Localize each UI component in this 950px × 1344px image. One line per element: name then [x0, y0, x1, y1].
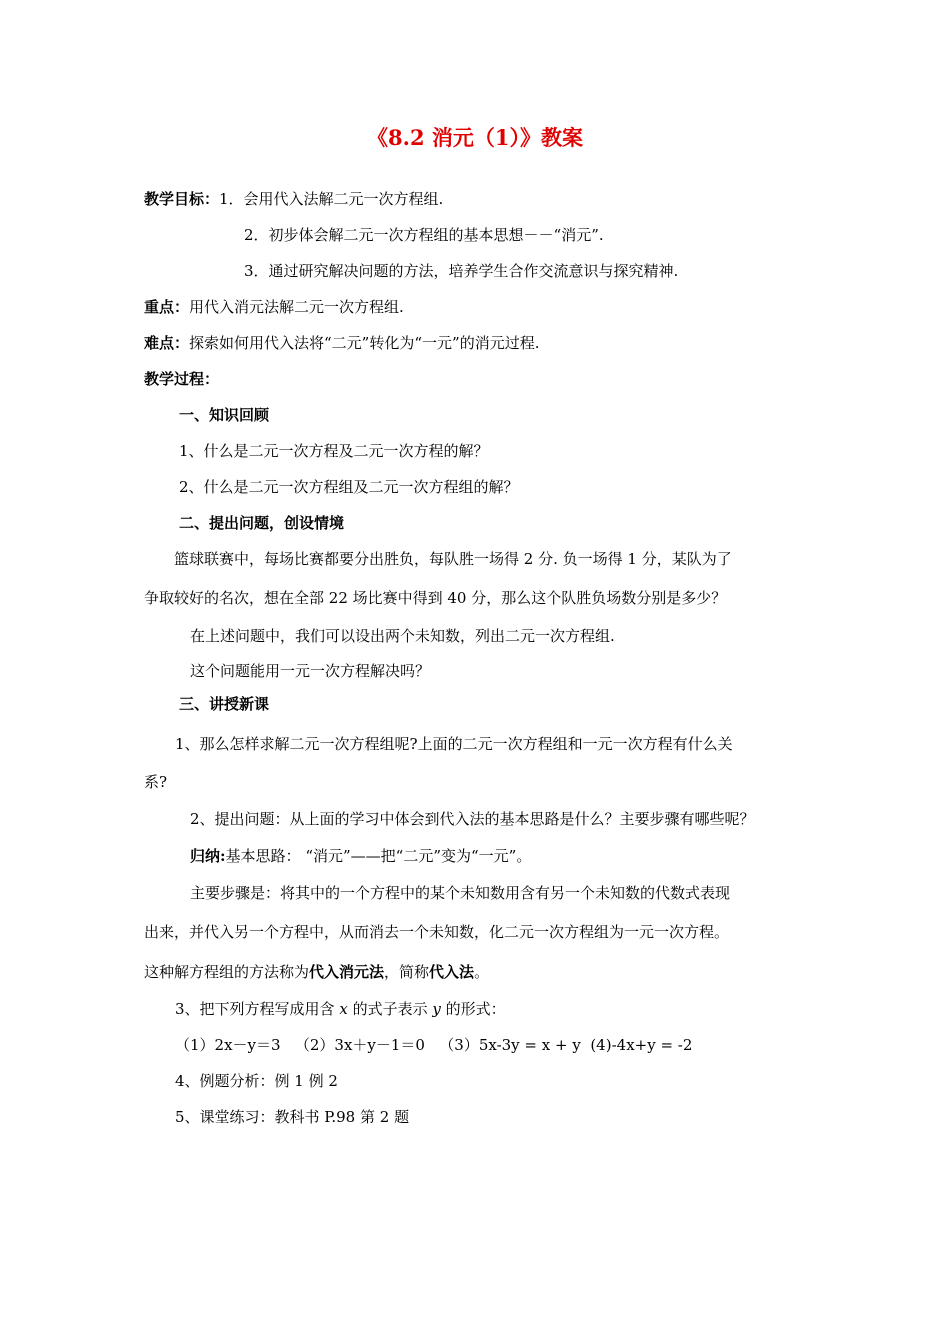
summary-text: 基本思路： “消元”——把“二元”变为“一元”。 [225, 847, 532, 865]
section2-problem-line-1: 篮球联赛中，每场比赛都要分出胜负，每队胜一场得 2 分. 负一场得 1 分，某队为了 [174, 550, 732, 568]
method-mid: ，简称 [384, 963, 430, 981]
method-prefix: 这种解方程组的方法称为 [144, 963, 310, 981]
objectives-line-1 [144, 189, 443, 209]
difficulty-text: 探索如何用代入法将“二元”转化为“一元”的消元过程. [189, 334, 540, 352]
objective-1: 1．会用代入法解二元一次方程组. [219, 190, 444, 208]
key-point [144, 297, 404, 317]
summary-line [190, 846, 531, 866]
objective-2: 2．初步体会解二元一次方程组的基本思想－－“消元”. [244, 226, 604, 244]
section3-heading: 三、讲授新课 [179, 695, 270, 713]
objective-3: 3．通过研究解决问题的方法，培养学生合作交流意识与探究精神. [244, 262, 679, 280]
section3-question-3 [175, 999, 506, 1019]
question-3-var-x: x [339, 1000, 348, 1018]
method-line [144, 962, 489, 982]
method-end: 。 [474, 963, 490, 981]
key-point-text: 用代入消元法解二元一次方程组. [189, 298, 404, 316]
key-point-label: 重点： [144, 298, 190, 316]
difficulty-label: 难点： [144, 334, 190, 352]
method-short: 代入法 [429, 963, 475, 981]
section1-question-2: 2、什么是二元一次方程组及二元一次方程组的解？ [179, 478, 519, 496]
section3-question-1-line-2: 系? [144, 773, 168, 791]
question-3-part-c: 的形式： [440, 1000, 506, 1018]
steps-line-1: 主要步骤是：将其中的一个方程中的某个未知数用含有另一个未知数的代数式表现 [190, 884, 731, 902]
section3-question-5: 5、课堂练习：教科书 P.98 第 2 题 [175, 1108, 410, 1126]
equations-line: （1）2x－y＝3 （2）3x＋y－1＝0 （3）5x-3y = x + y (4)-4x+y = -2 [175, 1036, 693, 1054]
section1-question-1: 1、什么是二元一次方程及二元一次方程的解？ [179, 442, 489, 460]
section3-question-1-line-1: 1、那么怎样求解二元一次方程组呢?上面的二元一次方程组和一元一次方程有什么关 [175, 735, 733, 753]
section2-paragraph-2: 在上述问题中，我们可以设出两个未知数，列出二元一次方程组. [190, 627, 615, 645]
section2-heading: 二、提出问题，创设情境 [179, 514, 345, 532]
process-label: 教学过程： [144, 370, 220, 388]
section3-question-4: 4、例题分析：例 1 例 2 [175, 1072, 338, 1090]
section2-paragraph-3: 这个问题能用一元一次方程解决吗？ [190, 662, 431, 680]
section3-question-2: 2、提出问题：从上面的学习中体会到代入法的基本思路是什么？主要步骤有哪些呢？ [190, 810, 755, 828]
summary-label: 归纳: [190, 847, 226, 865]
method-name: 代入消元法 [309, 963, 385, 981]
objectives-label: 教学目标： [144, 190, 220, 208]
section2-problem-line-2: 争取较好的名次，想在全部 22 场比赛中得到 40 分，那么这个队胜负场数分别是多少？ [144, 589, 727, 607]
question-3-var-y: y [432, 1000, 441, 1018]
steps-line-2: 出来，并代入另一个方程中，从而消去一个未知数，化二元一次方程组为一元一次方程。 [144, 923, 730, 941]
question-3-part-b: 的式子表示 [347, 1000, 433, 1018]
question-3-part-a: 3、把下列方程写成用含 [175, 1000, 340, 1018]
section1-heading: 一、知识回顾 [179, 406, 270, 424]
difficulty [144, 333, 539, 353]
document-title: 《8.2 消元（1）》教案 [367, 125, 583, 150]
